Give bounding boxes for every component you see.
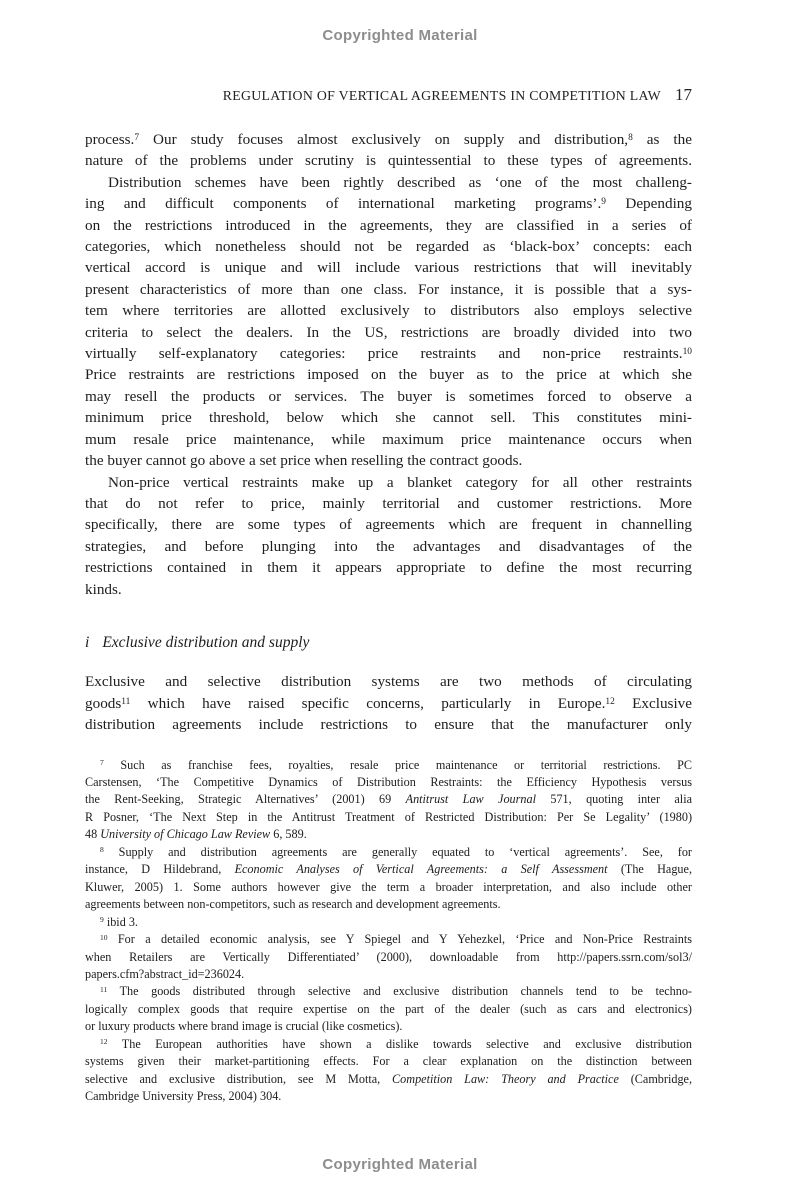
text-run: on the restrictions introduced in the agreements, they are classified in a series of [85,216,692,234]
text-line [85,300,692,321]
text-line [85,671,692,692]
footnote-line [85,1018,692,1035]
text-line [85,172,692,193]
text-run: Distribution schemes have been rightly described as ‘one of the most challeng- [108,173,692,191]
text-line [85,279,692,300]
text-run: Non-price vertical restraints make up a blanket category for all other restraints [108,473,692,491]
footnote-number: 8 [100,845,104,855]
footnote-line [85,1053,692,1070]
text-line [85,536,692,557]
footnote-line [85,791,692,808]
footnote-line [85,826,692,843]
footnote [85,757,692,844]
text-run: selective and exclusive distribution, see M Motta, [85,1071,393,1086]
footnote-line [85,879,692,896]
text-line [85,714,692,735]
text-run: present characteristics of more than one class. For instance, it is possible that a sys- [85,280,692,298]
italic-citation: Economic Analyses of Vertical Agreements: a Self Assessment [234,862,608,877]
text-run: vertical accord is unique and will include various restrictions that will inevitably [85,259,692,277]
text-run: Kluwer, 2005) 1. Some authors however give the term a broader interpretation, and also include other [85,879,692,894]
text-run: may resell the products or services. The buyer is sometimes forced to observe a [85,387,692,405]
text-run: For a detailed economic analysis, see Y Spiegel and Y Yehezkel, ‘Price and Non-Price Restraints [107,932,692,947]
footnote-line [85,1036,692,1053]
text-run: 6, 589. [270,827,307,842]
footnote-line [85,896,692,913]
text-run: process. [85,131,135,148]
text-run: (Cambridge, [618,1071,692,1086]
text-line [85,193,692,214]
text-run: systems given their market-partitioning effects. For a clear explanation on the distinction between [85,1054,692,1069]
text-run: the Rent-Seeking, Strategic Alternatives’ (2001) 69 [85,792,406,807]
text-run: kinds. [85,580,122,598]
text-line [85,514,692,535]
text-run: when Retailers are Vertically Differentiated’ (2000), downloadable from http://papers.ssrn.com/sol3/ [85,949,692,964]
section-heading-label: i [85,633,90,651]
footnote [85,844,692,914]
text-run: (The Hague, [607,862,692,877]
section-heading [85,632,692,653]
footnote-ref: 8 [628,132,633,143]
footnote-line [85,1088,692,1105]
text-run: logically complex goods that require expertise on the part of the dealer (such as cars and electronics) [85,1001,692,1016]
text-run: tem where territories are allotted exclusively to distributors also employs selective [85,302,692,320]
text-line [85,472,692,493]
italic-citation: Competition Law: Theory and Practice [392,1071,619,1086]
text-run: strategies, and before plunging into the advantages and disadvantages of the [85,537,692,555]
text-run: Our study focuses almost exclusively on supply and distribution, [139,131,629,148]
footnotes-section [85,757,692,1106]
footnote-number: 7 [100,758,104,768]
text-run: Such as franchise fees, royalties, resale price maintenance or territorial restrictions. PC [103,757,692,772]
footnote-number: 12 [100,1037,108,1047]
footnote-number: 10 [100,932,108,942]
paragraph [85,172,692,472]
footnote-number: 11 [100,985,108,995]
footnote-line [85,861,692,878]
text-run: as the [632,131,692,148]
footnote-line [85,1001,692,1018]
running-header-title: REGULATION OF VERTICAL AGREEMENTS IN COMPETITION LAW [222,88,661,103]
text-line [85,343,692,364]
footnote-line [85,1071,692,1088]
text-run: distribution agreements include restrictions to ensure that the manufacturer only [85,716,692,734]
footnote-ref: 7 [134,132,140,143]
text-run: 48 [85,827,101,842]
text-run: The goods distributed through selective and exclusive distribution channels tend to be techno- [107,984,692,999]
text-run: virtually self-explanatory categories: price restraints and non-price restraints. [85,345,683,363]
italic-citation: University of Chicago Law Review [100,827,271,842]
text-run: nature of the problems under scrutiny is quintessential to these types of agreements. [85,152,692,170]
text-line [85,557,692,578]
text-run: Price restraints are restrictions imposed on the buyer as to the price at which she [85,366,692,384]
paragraph [85,671,692,735]
footnote [85,1036,692,1106]
text-run: which have raised specific concerns, particularly in Europe. [130,694,606,712]
footnote-line [85,914,692,931]
paragraph [85,472,692,600]
text-run: restrictions contained in them it appears appropriate to define the most recurring [85,559,692,577]
footnote-line [85,774,692,791]
footnote [85,914,692,931]
page-content [85,129,692,1106]
footnote-line [85,966,692,983]
text-run: ing and difficult components of international marketing programs’. [85,195,602,213]
text-run: Carstensen, ‘The Competitive Dynamics of Distribution Restraints: the Efficiency Hypothesis versus [85,775,692,790]
footnote-ref: 11 [121,696,131,707]
footnote-line [85,757,692,774]
footnote-line [85,809,692,826]
text-run: criteria to select the dealers. In the US, restrictions are broadly divided into two [85,323,692,341]
text-line [85,579,692,600]
text-run: or luxury products where brand image is crucial (like cosmetics). [85,1019,403,1034]
footnote-ref: 12 [605,696,615,707]
text-line [85,407,692,428]
running-header [85,85,692,105]
text-run: the buyer cannot go above a set price when reselling the contract goods. [85,452,523,470]
copyright-notice-top: Copyrighted Material [322,27,478,44]
text-line [85,386,692,407]
text-run: Supply and distribution agreements are generally equated to ‘vertical agreements’. See, for [103,844,692,859]
text-run: that do not refer to price, mainly territorial and customer restrictions. More [85,494,692,512]
text-line [85,429,692,450]
text-run: 571, quoting inter alia [535,792,692,807]
copyright-notice-bottom: Copyrighted Material [322,1156,478,1173]
text-run: agreements between non-competitors, such as research and development agreements. [85,897,501,912]
footnote-ref: 10 [682,346,692,357]
text-line [85,322,692,343]
text-run: Depending [605,195,692,213]
text-run: R Posner, ‘The Next Step in the Antitrust Treatment of Restricted Distribution: Per Se Legality’ (1980) [85,809,692,824]
text-line [85,150,692,171]
text-run: The European authorities have shown a dislike towards selective and exclusive distribution [107,1036,692,1051]
text-run: Exclusive [614,694,693,712]
text-line [85,693,692,714]
footnote-line [85,931,692,948]
page-number: 17 [675,85,692,104]
text-run: ibid 3. [103,914,138,929]
footnote-ref: 9 [601,196,606,207]
text-line [85,215,692,236]
footnote-line [85,844,692,861]
paragraph [85,129,692,172]
text-run: Cambridge University Press, 2004) 304. [85,1089,282,1104]
text-run: instance, D Hildebrand, [85,862,235,877]
italic-citation: Antitrust Law Journal [405,792,536,807]
footnote [85,931,692,983]
footnote-line [85,949,692,966]
section-heading-title: Exclusive distribution and supply [102,633,310,651]
text-line [85,493,692,514]
footnote [85,983,692,1035]
footnote-number: 9 [100,915,104,925]
footnote-line [85,983,692,1000]
text-run: minimum price threshold, below which she cannot sell. This constitutes mini- [85,409,692,427]
text-run: goods [85,694,122,712]
text-run: papers.cfm?abstract_id=236024. [85,967,245,981]
text-line [85,236,692,257]
text-line [85,129,692,150]
text-run: specifically, there are some types of agreements which are frequent in channelling [85,516,692,534]
text-run: mum resale price maintenance, while maximum price maintenance occurs when [85,430,692,448]
text-run: categories, which nonetheless should not be regarded as ‘black-box’ concepts: each [85,238,692,256]
text-line [85,257,692,278]
text-line [85,450,692,471]
text-line [85,364,692,385]
text-run: Exclusive and selective distribution systems are two methods of circulating [85,673,692,691]
